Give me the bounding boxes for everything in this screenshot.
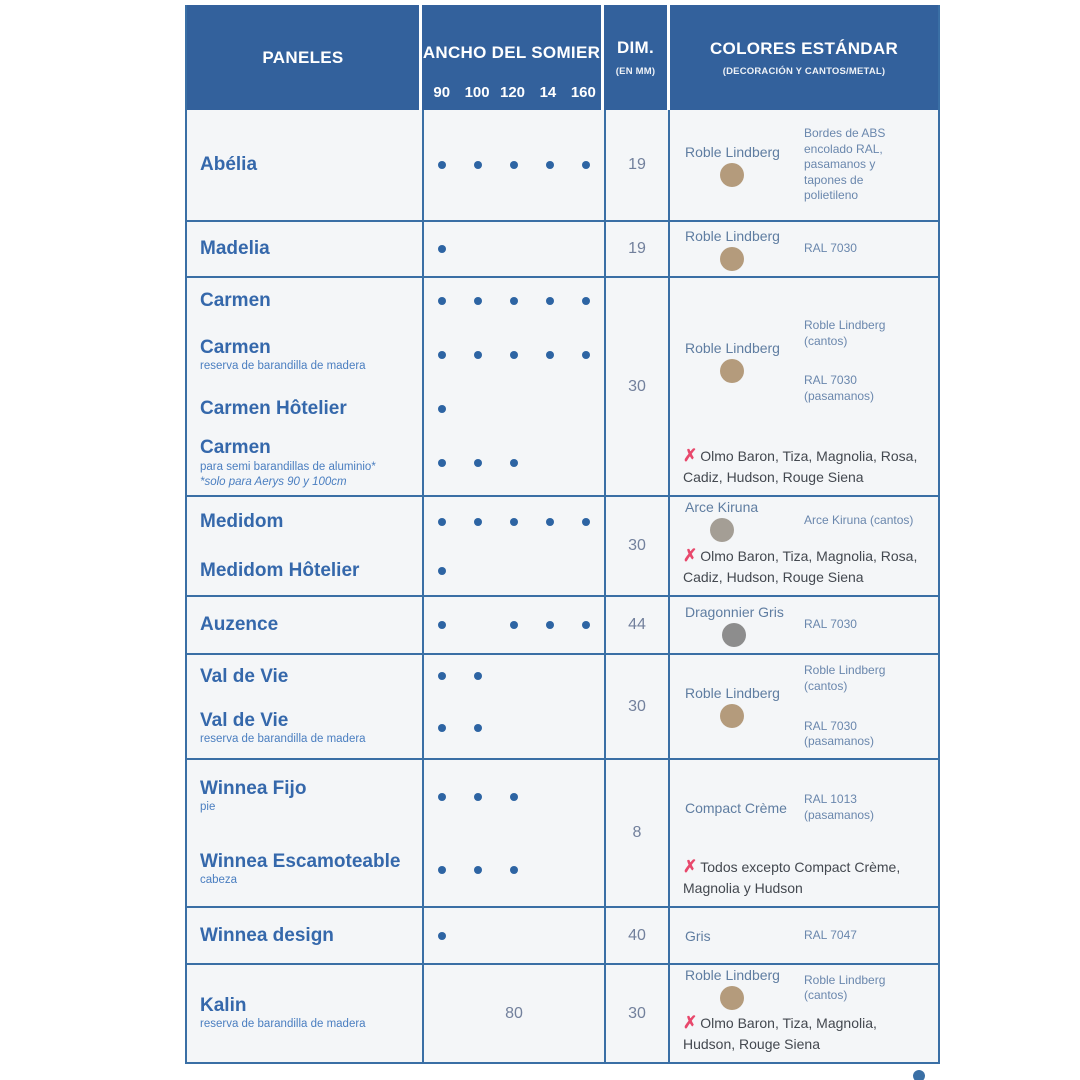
excluded-colors: [670, 444, 938, 495]
color-swatch-block: [670, 800, 804, 816]
width-slot: [460, 866, 496, 874]
availability-dot: [438, 866, 446, 874]
excluded-colors: [670, 1011, 938, 1062]
availability-dot: [510, 793, 518, 801]
width-availability-cell: [422, 432, 604, 495]
color-swatch-inner: [685, 604, 784, 647]
panel-subtitle: pie: [200, 801, 216, 814]
colors-cell: [670, 222, 938, 276]
color-swatch: [720, 359, 744, 383]
width-slot: [496, 793, 532, 801]
panel-name-cell: [187, 387, 422, 432]
colors-cell: [670, 760, 938, 906]
color-name: Gris: [685, 927, 711, 944]
color-name: Roble Lindberg: [685, 143, 780, 160]
width-slot: [424, 405, 460, 413]
dimension-cell: [604, 222, 670, 276]
color-notes: [804, 126, 916, 204]
colors-main: [670, 655, 938, 758]
dimension-value: 30: [628, 697, 646, 715]
dimension-value: 19: [628, 156, 646, 173]
panel-name-cell: [187, 222, 422, 276]
excluded-colors: [670, 855, 938, 906]
availability-dot: [510, 621, 518, 629]
panel-name-cell: [187, 833, 422, 906]
dimension-value: 30: [628, 377, 646, 395]
panel-subtitle: *solo para Aerys 90 y 100cm: [200, 475, 347, 488]
availability-dot: [474, 793, 482, 801]
dimension-cell: [604, 655, 670, 758]
availability-dot: [438, 161, 446, 169]
color-name: Roble Lindberg: [685, 227, 780, 244]
color-notes: [804, 928, 916, 944]
availability-dot: [582, 621, 590, 629]
width-slot: [496, 621, 532, 629]
panel-name: Carmen Hôtelier: [200, 398, 347, 420]
colors-cell: [670, 110, 938, 220]
availability-dot: [582, 351, 590, 359]
color-notes: [804, 241, 916, 257]
color-swatch-block: [670, 604, 804, 647]
color-notes: [804, 973, 916, 1004]
header-colores-sub: (DECORACIÓN Y CANTOS/METAL): [722, 65, 886, 77]
color-swatch: [720, 704, 744, 728]
panel-name: Medidom: [200, 510, 284, 532]
width-value: 120: [500, 84, 526, 101]
availability-dot: [474, 518, 482, 526]
colors-main: [670, 110, 938, 220]
panel-subrow: [187, 655, 604, 698]
colors-cell: [670, 655, 938, 758]
excluded-text: Olmo Baron, Tiza, Magnolia, Rosa, Cadiz, Hudson, Rouge Siena: [683, 548, 918, 585]
width-availability-cell: [422, 110, 604, 220]
availability-dot: [546, 297, 554, 305]
availability-dot: [546, 161, 554, 169]
color-swatch: [720, 986, 744, 1010]
availability-dot: [474, 351, 482, 359]
color-note: Roble Lindberg (cantos): [804, 663, 886, 693]
table-row-group: [187, 908, 938, 965]
width-slot: [532, 518, 568, 526]
table-row-group: [187, 760, 938, 908]
width-slot: [496, 161, 532, 169]
panel-name: Val de Vie: [200, 665, 289, 687]
panels-and-widths-column: [187, 222, 604, 276]
availability-dot: [438, 245, 446, 253]
width-slot: [496, 866, 532, 874]
header-paneles-label: PANELES: [262, 47, 344, 67]
width-slot: [424, 297, 460, 305]
width-availability-cell: [422, 497, 604, 546]
panels-and-widths-column: [187, 760, 604, 906]
width-slot: [424, 724, 460, 732]
color-swatch-block: [670, 685, 804, 728]
availability-dot: [474, 161, 482, 169]
colors-main: [670, 965, 938, 1011]
width-slot: [424, 621, 460, 629]
width-slot: [424, 351, 460, 359]
table-row-group: [187, 110, 938, 222]
panel-subrow: [187, 222, 604, 276]
panel-name: Madelia: [200, 238, 270, 260]
panel-subrow: [187, 698, 604, 758]
table-row-group: [187, 965, 938, 1062]
table-body: [187, 110, 938, 1062]
header-dim-label: DIM.: [616, 38, 655, 57]
excluded-colors: [670, 544, 938, 595]
availability-dot: [510, 161, 518, 169]
width-availability-cell: [422, 908, 604, 963]
color-swatch-block: [670, 967, 804, 1010]
panel-name: Winnea Escamoteable: [200, 851, 401, 873]
width-slot: [496, 351, 532, 359]
color-swatch-block: [670, 144, 804, 187]
dimension-value: 30: [628, 1004, 646, 1022]
footer-dot: [913, 1070, 925, 1080]
excluded-text: Olmo Baron, Tiza, Magnolia, Rosa, Cadiz, Hudson, Rouge Siena: [683, 448, 918, 485]
color-name: Arce Kiruna: [685, 499, 759, 516]
dimension-cell: [604, 760, 670, 906]
width-availability-cell: [422, 698, 604, 758]
availability-dot: [474, 724, 482, 732]
color-swatch: [720, 247, 744, 271]
width-availability-cell: [422, 597, 604, 653]
availability-dot: [438, 621, 446, 629]
color-notes: [804, 663, 916, 749]
colors-cell: [670, 597, 938, 653]
width-slot: [460, 724, 496, 732]
panel-subtitle: reserva de barandilla de madera: [200, 1018, 366, 1031]
width-slot: [568, 297, 604, 305]
panel-subtitle: cabeza: [200, 874, 238, 887]
panel-subrow: [187, 546, 604, 595]
dimension-value: 44: [628, 616, 646, 633]
width-availability-cell: [422, 965, 604, 1062]
width-value: 90: [433, 84, 451, 101]
width-text-value: 80: [505, 1004, 523, 1022]
color-swatch-inner: [685, 499, 758, 542]
width-availability-cell: [422, 278, 604, 323]
availability-dot: [582, 518, 590, 526]
availability-dot: [582, 297, 590, 305]
width-slot: [424, 518, 460, 526]
panel-name: Carmen: [200, 336, 271, 358]
panel-name-cell: [187, 497, 422, 546]
availability-dot: [438, 932, 446, 940]
panel-subtitle: para semi barandillas de aluminio*: [200, 460, 376, 473]
panel-name: Carmen: [200, 437, 271, 459]
availability-dot: [474, 672, 482, 680]
color-notes: [804, 792, 916, 823]
panels-and-widths-column: [187, 278, 604, 495]
colors-cell: [670, 908, 938, 963]
availability-dot: [438, 793, 446, 801]
panel-name-cell: [187, 323, 422, 386]
color-swatch-inner: [685, 800, 787, 816]
panel-name-cell: [187, 278, 422, 323]
color-swatch-block: [670, 228, 804, 271]
dimension-cell: [604, 597, 670, 653]
availability-dot: [474, 297, 482, 305]
colors-main: [670, 908, 938, 963]
width-slot: [460, 297, 496, 305]
panel-subtitle: reserva de barandilla de madera: [200, 732, 366, 745]
header-paneles: [187, 5, 422, 110]
dimension-cell: [604, 497, 670, 595]
panel-name: Carmen: [200, 289, 271, 311]
colors-cell: [670, 278, 938, 495]
panel-name: Medidom Hôtelier: [200, 559, 360, 581]
excluded-text: Todos excepto Compact Crème, Magnolia y Hudson: [683, 859, 901, 896]
width-availability-cell: [422, 833, 604, 906]
color-name: Dragonnier Gris: [685, 603, 784, 620]
excluded-text: Olmo Baron, Tiza, Magnolia, Hudson, Rouge Siena: [683, 1015, 877, 1052]
panel-name: Winnea design: [200, 924, 334, 946]
color-note: RAL 7030: [804, 241, 857, 256]
header-colores-label: COLORES ESTÁNDAR: [709, 38, 899, 58]
panel-name-cell: [187, 432, 422, 495]
panels-and-widths-column: [187, 497, 604, 595]
panels-and-widths-column: [187, 655, 604, 758]
header-width-values: [422, 84, 601, 110]
color-swatch-inner: [685, 340, 780, 383]
availability-dot: [510, 518, 518, 526]
panel-subrow: [187, 323, 604, 386]
panel-name: Val de Vie: [200, 709, 289, 731]
excluded-x-icon: ✗: [683, 446, 698, 466]
color-swatch-inner: [685, 967, 780, 1010]
width-slot: [424, 793, 460, 801]
color-swatch: [722, 623, 746, 647]
excluded-x-icon: ✗: [683, 546, 698, 566]
width-availability-cell: [422, 387, 604, 432]
width-slot: [532, 161, 568, 169]
panel-subrow: [187, 965, 604, 1062]
width-value: 14: [539, 84, 557, 101]
width-availability-cell: [422, 546, 604, 595]
width-slot: [460, 459, 496, 467]
header-ancho: [422, 5, 604, 110]
panel-name: Abélia: [200, 154, 258, 176]
width-availability-cell: [422, 323, 604, 386]
panel-name-cell: [187, 110, 422, 220]
panels-and-widths-column: [187, 110, 604, 220]
width-slot: [424, 161, 460, 169]
panel-name-cell: [187, 908, 422, 963]
header-dim: [604, 5, 670, 110]
width-availability-cell: [422, 222, 604, 276]
header-ancho-label: ANCHO DEL SOMIER: [422, 43, 601, 62]
color-note: Roble Lindberg (cantos): [804, 972, 886, 1003]
spec-table: [185, 5, 940, 1064]
panel-subrow: [187, 760, 604, 833]
colors-cell: [670, 497, 938, 595]
width-slot: [568, 161, 604, 169]
panel-name: Winnea Fijo: [200, 778, 307, 800]
color-swatch-inner: [685, 228, 780, 271]
dimension-cell: [604, 965, 670, 1062]
availability-dot: [438, 518, 446, 526]
excluded-x-icon: ✗: [683, 857, 698, 877]
panel-subrow: [187, 432, 604, 495]
colors-main: [670, 222, 938, 276]
width-availability-cell: [422, 760, 604, 833]
width-slot: [532, 621, 568, 629]
panel-name: Auzence: [200, 614, 279, 636]
panels-and-widths-column: [187, 908, 604, 963]
panel-name-cell: [187, 655, 422, 698]
panels-and-widths-column: [187, 597, 604, 653]
color-name: Compact Crème: [685, 799, 787, 816]
availability-dot: [510, 866, 518, 874]
width-slot: [460, 351, 496, 359]
dimension-cell: [604, 278, 670, 495]
panel-name-cell: [187, 597, 422, 653]
color-note: RAL 7030 (pasamanos): [804, 718, 875, 749]
width-slot: [424, 672, 460, 680]
colors-cell: [670, 965, 938, 1062]
availability-dot: [474, 866, 482, 874]
width-slot: [568, 518, 604, 526]
width-slot: [496, 459, 532, 467]
table-row-group: [187, 655, 938, 760]
color-note: Bordes de ABS encolado RAL, pasamanos y tapones de polietileno: [804, 126, 886, 203]
availability-dot: [510, 351, 518, 359]
color-swatch-inner: [685, 144, 780, 187]
table-row-group: [187, 278, 938, 497]
color-note: RAL 1013 (pasamanos): [804, 792, 875, 822]
width-slot: [424, 932, 460, 940]
panel-subrow: [187, 497, 604, 546]
color-swatch-block: [670, 499, 804, 542]
table-row-group: [187, 222, 938, 278]
color-note: Roble Lindberg (cantos): [804, 317, 886, 348]
width-value: 160: [570, 84, 596, 101]
colors-main: [670, 497, 938, 544]
dimension-cell: [604, 110, 670, 220]
availability-dot: [474, 459, 482, 467]
width-slot: [424, 866, 460, 874]
header-colores: [670, 5, 938, 110]
panel-subrow: [187, 387, 604, 432]
panel-name: Kalin: [200, 995, 247, 1017]
table-row-group: [187, 597, 938, 655]
color-swatch-block: [670, 340, 804, 383]
color-notes: [804, 318, 916, 404]
width-slot: [424, 567, 460, 575]
panel-name-cell: [187, 965, 422, 1062]
color-swatch-inner: [685, 928, 711, 944]
availability-dot: [546, 351, 554, 359]
color-note: Arce Kiruna (cantos): [804, 512, 914, 527]
excluded-x-icon: ✗: [683, 1013, 698, 1033]
availability-dot: [438, 567, 446, 575]
dimension-value: 30: [628, 537, 646, 554]
color-notes: [804, 513, 916, 529]
colors-main: [670, 760, 938, 855]
dimension-cell: [604, 908, 670, 963]
availability-dot: [438, 459, 446, 467]
panel-subrow: [187, 278, 604, 323]
availability-dot: [438, 405, 446, 413]
width-slot: [424, 459, 460, 467]
availability-dot: [582, 161, 590, 169]
width-slot: [460, 518, 496, 526]
panel-name-cell: [187, 760, 422, 833]
width-slot: [460, 161, 496, 169]
dimension-value: 40: [628, 926, 646, 944]
width-slot: [532, 297, 568, 305]
availability-dot: [438, 351, 446, 359]
color-swatch-block: [670, 928, 804, 944]
colors-main: [670, 597, 938, 653]
width-slot: [460, 793, 496, 801]
availability-dot: [438, 672, 446, 680]
panel-subrow: [187, 833, 604, 906]
panel-subrow: [187, 908, 604, 963]
panel-subrow: [187, 110, 604, 220]
panel-name-cell: [187, 546, 422, 595]
availability-dot: [546, 518, 554, 526]
color-note: RAL 7047: [804, 927, 857, 942]
color-name: Roble Lindberg: [685, 966, 780, 983]
width-slot: [568, 351, 604, 359]
width-slot: [460, 672, 496, 680]
color-note: RAL 7030 (pasamanos): [804, 373, 875, 403]
color-note: RAL 7030: [804, 617, 857, 632]
color-swatch: [710, 518, 734, 542]
width-slot: [568, 621, 604, 629]
panel-subrow: [187, 597, 604, 653]
colors-main: [670, 278, 938, 444]
availability-dot: [510, 297, 518, 305]
width-slot: [532, 351, 568, 359]
dimension-value: 19: [628, 240, 646, 257]
width-value: 100: [464, 84, 490, 101]
width-slot: [496, 297, 532, 305]
width-availability-cell: [422, 655, 604, 698]
width-slot: [424, 245, 460, 253]
panels-and-widths-column: [187, 965, 604, 1062]
table-header: [187, 5, 938, 110]
availability-dot: [438, 724, 446, 732]
header-dim-unit: (EN MM): [615, 66, 656, 77]
color-swatch-inner: [685, 685, 780, 728]
color-name: Roble Lindberg: [685, 685, 780, 701]
color-notes: [804, 617, 916, 633]
dimension-value: 8: [632, 824, 642, 841]
width-slot: [496, 518, 532, 526]
availability-dot: [546, 621, 554, 629]
availability-dot: [510, 459, 518, 467]
color-name: Roble Lindberg: [685, 339, 780, 356]
table-row-group: [187, 497, 938, 597]
color-swatch: [720, 163, 744, 187]
availability-dot: [438, 297, 446, 305]
panel-name-cell: [187, 698, 422, 758]
panel-subtitle: reserva de barandilla de madera: [200, 359, 366, 372]
